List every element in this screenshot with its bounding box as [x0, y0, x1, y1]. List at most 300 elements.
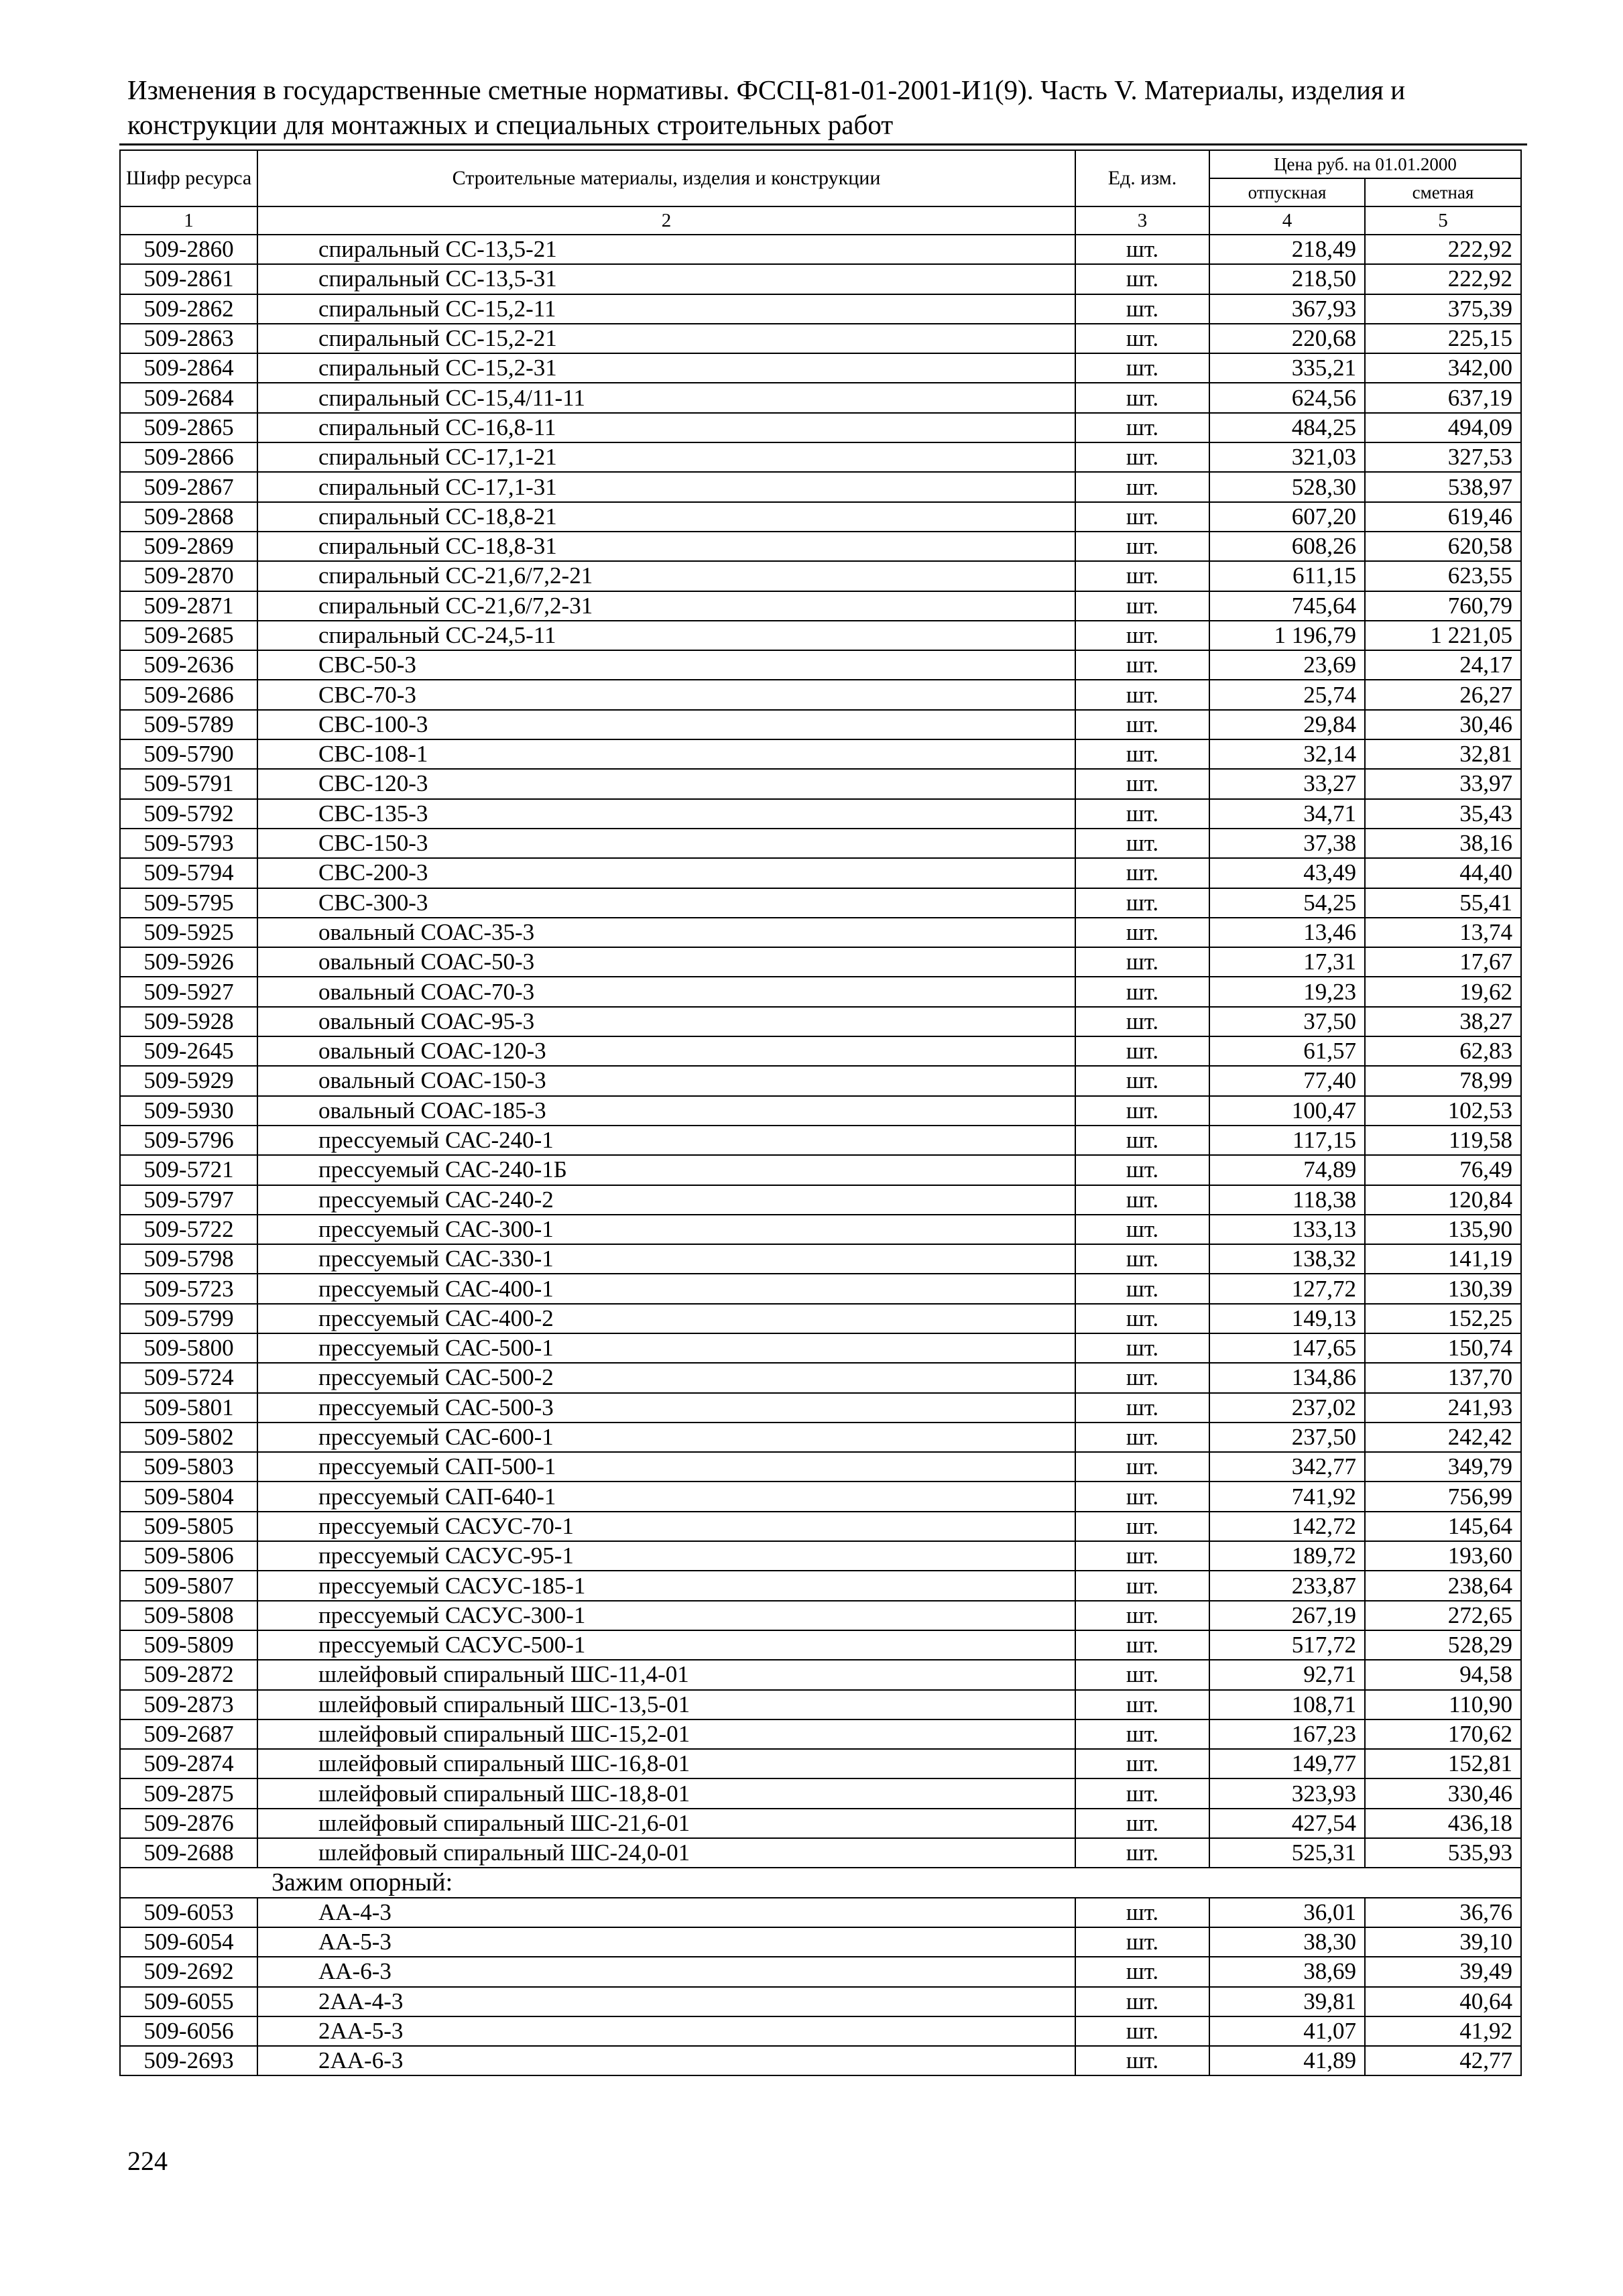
release-price: 611,15 [1209, 561, 1365, 591]
release-price: 517,72 [1209, 1630, 1365, 1660]
resource-code: 509-6056 [120, 2016, 257, 2046]
release-price: 149,77 [1209, 1749, 1365, 1778]
unit-cell: шт. [1075, 235, 1209, 264]
material-name: прессуемый САС-400-2 [257, 1304, 1075, 1333]
material-name: СВС-50-3 [257, 650, 1075, 680]
release-price: 237,02 [1209, 1393, 1365, 1423]
header-price-group: Цена руб. на 01.01.2000 [1209, 150, 1521, 178]
material-name: прессуемый САС-500-2 [257, 1363, 1075, 1392]
estimate-price: 756,99 [1365, 1482, 1521, 1511]
resource-code: 509-5929 [120, 1066, 257, 1095]
table-row [120, 1126, 1521, 1155]
table-row [120, 1987, 1521, 2016]
material-name: 2АА-5-3 [257, 2016, 1075, 2046]
unit-cell: шт. [1075, 1215, 1209, 1244]
release-price: 233,87 [1209, 1571, 1365, 1600]
estimate-price: 30,46 [1365, 710, 1521, 739]
estimate-price: 33,97 [1365, 769, 1521, 798]
estimate-price: 119,58 [1365, 1126, 1521, 1155]
column-number: 2 [257, 206, 1075, 235]
material-name: СВС-200-3 [257, 858, 1075, 888]
header-estimate-price: сметная [1365, 178, 1521, 206]
release-price: 167,23 [1209, 1719, 1365, 1749]
release-price: 147,65 [1209, 1333, 1365, 1363]
table-row [120, 1363, 1521, 1392]
table-row [120, 1927, 1521, 1957]
estimate-price: 327,53 [1365, 442, 1521, 472]
unit-cell: шт. [1075, 1333, 1209, 1363]
resource-code: 509-5794 [120, 858, 257, 888]
resource-code: 509-2684 [120, 383, 257, 412]
material-name: СВС-120-3 [257, 769, 1075, 798]
release-price: 335,21 [1209, 353, 1365, 383]
estimate-price: 152,25 [1365, 1304, 1521, 1333]
unit-cell: шт. [1075, 977, 1209, 1006]
material-name: шлейфовый спиральный ШС-21,6-01 [257, 1809, 1075, 1838]
estimate-price: 39,49 [1365, 1957, 1521, 1986]
estimate-price: 623,55 [1365, 561, 1521, 591]
unit-cell: шт. [1075, 264, 1209, 294]
price-table [119, 149, 1522, 2076]
material-name: спиральный СС-21,6/7,2-21 [257, 561, 1075, 591]
unit-cell: шт. [1075, 858, 1209, 888]
estimate-price: 42,77 [1365, 2046, 1521, 2075]
release-price: 17,31 [1209, 947, 1365, 977]
unit-cell: шт. [1075, 1423, 1209, 1452]
material-name: спиральный СС-17,1-21 [257, 442, 1075, 472]
estimate-price: 40,64 [1365, 1987, 1521, 2016]
resource-code: 509-5928 [120, 1007, 257, 1036]
estimate-price: 135,90 [1365, 1215, 1521, 1244]
estimate-price: 760,79 [1365, 591, 1521, 621]
material-name: прессуемый САП-640-1 [257, 1482, 1075, 1511]
unit-cell: шт. [1075, 591, 1209, 621]
estimate-price: 102,53 [1365, 1096, 1521, 1126]
table-row [120, 1155, 1521, 1185]
material-name: прессуемый САСУС-70-1 [257, 1512, 1075, 1541]
unit-cell: шт. [1075, 502, 1209, 532]
unit-cell: шт. [1075, 1601, 1209, 1630]
resource-code: 509-5796 [120, 1126, 257, 1155]
material-name: спиральный СС-17,1-31 [257, 472, 1075, 501]
page-title: Изменения в государственные сметные нормативы. ФССЦ-81-01-2001-И1(9). Часть V. Материалы, изделия и конструкции для монтажных и специальных строительных работ [127, 74, 1406, 140]
table-row [120, 799, 1521, 829]
material-name: прессуемый САСУС-95-1 [257, 1541, 1075, 1571]
table-row [120, 591, 1521, 621]
estimate-price: 130,39 [1365, 1274, 1521, 1303]
resource-code: 509-2863 [120, 324, 257, 353]
resource-code: 509-5793 [120, 829, 257, 858]
unit-cell: шт. [1075, 1036, 1209, 1066]
table-row [120, 1838, 1521, 1868]
unit-cell: шт. [1075, 1778, 1209, 1808]
resource-code: 509-5807 [120, 1571, 257, 1600]
release-price: 77,40 [1209, 1066, 1365, 1095]
resource-code: 509-2688 [120, 1838, 257, 1868]
resource-code: 509-2867 [120, 472, 257, 501]
table-row [120, 680, 1521, 709]
table-row [120, 235, 1521, 264]
resource-code: 509-6053 [120, 1898, 257, 1927]
table-row [120, 1274, 1521, 1303]
table-row [120, 977, 1521, 1006]
unit-cell: шт. [1075, 1393, 1209, 1423]
table-row [120, 888, 1521, 918]
unit-cell: шт. [1075, 1363, 1209, 1392]
unit-cell: шт. [1075, 769, 1209, 798]
release-price: 29,84 [1209, 710, 1365, 739]
resource-code: 509-5809 [120, 1630, 257, 1660]
release-price: 624,56 [1209, 383, 1365, 412]
estimate-price: 436,18 [1365, 1809, 1521, 1838]
resource-code: 509-2873 [120, 1690, 257, 1719]
release-price: 92,71 [1209, 1660, 1365, 1689]
release-price: 607,20 [1209, 502, 1365, 532]
material-name: прессуемый САС-600-1 [257, 1423, 1075, 1452]
table-row [120, 561, 1521, 591]
estimate-price: 170,62 [1365, 1719, 1521, 1749]
release-price: 321,03 [1209, 442, 1365, 472]
material-name: овальный СОАС-150-3 [257, 1066, 1075, 1095]
material-name: 2АА-6-3 [257, 2046, 1075, 2075]
table-row [120, 1333, 1521, 1363]
table-row [120, 1482, 1521, 1511]
estimate-price: 330,46 [1365, 1778, 1521, 1808]
table-row [120, 1660, 1521, 1689]
release-price: 218,49 [1209, 235, 1365, 264]
table-row [120, 472, 1521, 501]
unit-cell: шт. [1075, 2046, 1209, 2075]
unit-cell: шт. [1075, 947, 1209, 977]
table-row [120, 739, 1521, 769]
unit-cell: шт. [1075, 532, 1209, 561]
release-price: 149,13 [1209, 1304, 1365, 1333]
release-price: 38,69 [1209, 1957, 1365, 1986]
estimate-price: 35,43 [1365, 799, 1521, 829]
material-name: спиральный СС-15,2-31 [257, 353, 1075, 383]
resource-code: 509-5925 [120, 918, 257, 947]
unit-cell: шт. [1075, 2016, 1209, 2046]
release-price: 39,81 [1209, 1987, 1365, 2016]
material-name: прессуемый САСУС-185-1 [257, 1571, 1075, 1600]
unit-cell: шт. [1075, 1066, 1209, 1095]
table-row [120, 1571, 1521, 1600]
section-header-row [120, 1868, 1521, 1897]
estimate-price: 32,81 [1365, 739, 1521, 769]
unit-cell: шт. [1075, 1185, 1209, 1215]
unit-cell: шт. [1075, 1155, 1209, 1185]
material-name: 2АА-4-3 [257, 1987, 1075, 2016]
table-row [120, 1304, 1521, 1333]
resource-code: 509-2636 [120, 650, 257, 680]
material-name: СВС-108-1 [257, 739, 1075, 769]
table-row [120, 1630, 1521, 1660]
resource-code: 509-2686 [120, 680, 257, 709]
material-name: шлейфовый спиральный ШС-18,8-01 [257, 1778, 1075, 1808]
unit-cell: шт. [1075, 888, 1209, 918]
release-price: 32,14 [1209, 739, 1365, 769]
estimate-price: 24,17 [1365, 650, 1521, 680]
table-row [120, 1749, 1521, 1778]
material-name: шлейфовый спиральный ШС-24,0-01 [257, 1838, 1075, 1868]
table-row [120, 324, 1521, 353]
estimate-price: 78,99 [1365, 1066, 1521, 1095]
estimate-price: 193,60 [1365, 1541, 1521, 1571]
material-name: СВС-135-3 [257, 799, 1075, 829]
estimate-price: 349,79 [1365, 1452, 1521, 1482]
table-row [120, 858, 1521, 888]
release-price: 608,26 [1209, 532, 1365, 561]
unit-cell: шт. [1075, 1809, 1209, 1838]
table-row [120, 1066, 1521, 1095]
unit-cell: шт. [1075, 1927, 1209, 1957]
unit-cell: шт. [1075, 1719, 1209, 1749]
release-price: 13,46 [1209, 918, 1365, 947]
table-row [120, 264, 1521, 294]
unit-cell: шт. [1075, 1274, 1209, 1303]
release-price: 267,19 [1209, 1601, 1365, 1630]
release-price: 133,13 [1209, 1215, 1365, 1244]
unit-cell: шт. [1075, 1096, 1209, 1126]
unit-cell: шт. [1075, 1541, 1209, 1571]
estimate-price: 222,92 [1365, 264, 1521, 294]
release-price: 41,89 [1209, 2046, 1365, 2075]
estimate-price: 272,65 [1365, 1601, 1521, 1630]
resource-code: 509-5804 [120, 1482, 257, 1511]
unit-cell: шт. [1075, 1482, 1209, 1511]
column-number: 1 [120, 206, 257, 235]
estimate-price: 241,93 [1365, 1393, 1521, 1423]
resource-code: 509-2862 [120, 294, 257, 324]
material-name: шлейфовый спиральный ШС-11,4-01 [257, 1660, 1075, 1689]
material-name: прессуемый САС-400-1 [257, 1274, 1075, 1303]
table-row [120, 650, 1521, 680]
unit-cell: шт. [1075, 1957, 1209, 1986]
estimate-price: 62,83 [1365, 1036, 1521, 1066]
release-price: 25,74 [1209, 680, 1365, 709]
table-row [120, 1423, 1521, 1452]
table-row [120, 1007, 1521, 1036]
material-name: прессуемый САС-330-1 [257, 1244, 1075, 1274]
table-row [120, 532, 1521, 561]
estimate-price: 19,62 [1365, 977, 1521, 1006]
unit-cell: шт. [1075, 829, 1209, 858]
table-row [120, 710, 1521, 739]
material-name: спиральный СС-18,8-31 [257, 532, 1075, 561]
release-price: 741,92 [1209, 1482, 1365, 1511]
release-price: 127,72 [1209, 1274, 1365, 1303]
release-price: 745,64 [1209, 591, 1365, 621]
header-release-price: отпускная [1209, 178, 1365, 206]
material-name: спиральный СС-13,5-21 [257, 235, 1075, 264]
unit-cell: шт. [1075, 1749, 1209, 1778]
resource-code: 509-2872 [120, 1660, 257, 1689]
unit-cell: шт. [1075, 1452, 1209, 1482]
material-name: овальный СОАС-185-3 [257, 1096, 1075, 1126]
unit-cell: шт. [1075, 918, 1209, 947]
section-body [120, 1868, 1521, 2075]
material-name: овальный СОАС-35-3 [257, 918, 1075, 947]
resource-code: 509-5802 [120, 1423, 257, 1452]
resource-code: 509-5803 [120, 1452, 257, 1482]
table-row [120, 1096, 1521, 1126]
resource-code: 509-2864 [120, 353, 257, 383]
estimate-price: 38,16 [1365, 829, 1521, 858]
release-price: 38,30 [1209, 1927, 1365, 1957]
resource-code: 509-2687 [120, 1719, 257, 1749]
unit-cell: шт. [1075, 1838, 1209, 1868]
unit-cell: шт. [1075, 1987, 1209, 2016]
unit-cell: шт. [1075, 324, 1209, 353]
table-row [120, 1244, 1521, 1274]
release-price: 237,50 [1209, 1423, 1365, 1452]
resource-code: 509-2875 [120, 1778, 257, 1808]
release-price: 189,72 [1209, 1541, 1365, 1571]
material-name: прессуемый САС-240-1 [257, 1126, 1075, 1155]
resource-code: 509-2693 [120, 2046, 257, 2075]
estimate-price: 238,64 [1365, 1571, 1521, 1600]
resource-code: 509-5792 [120, 799, 257, 829]
table-row [120, 1898, 1521, 1927]
resource-code: 509-5722 [120, 1215, 257, 1244]
estimate-price: 225,15 [1365, 324, 1521, 353]
estimate-price: 637,19 [1365, 383, 1521, 412]
material-name: АА-5-3 [257, 1927, 1075, 1957]
material-name: СВС-300-3 [257, 888, 1075, 918]
table-row [120, 442, 1521, 472]
resource-code: 509-5724 [120, 1363, 257, 1392]
release-price: 134,86 [1209, 1363, 1365, 1392]
estimate-price: 1 221,05 [1365, 621, 1521, 650]
resource-code: 509-5723 [120, 1274, 257, 1303]
table-row [120, 1215, 1521, 1244]
estimate-price: 375,39 [1365, 294, 1521, 324]
estimate-price: 38,27 [1365, 1007, 1521, 1036]
title-divider [119, 143, 1527, 145]
estimate-price: 110,90 [1365, 1690, 1521, 1719]
table-row [120, 294, 1521, 324]
resource-code: 509-5789 [120, 710, 257, 739]
material-name: шлейфовый спиральный ШС-15,2-01 [257, 1719, 1075, 1749]
unit-cell: шт. [1075, 353, 1209, 383]
release-price: 74,89 [1209, 1155, 1365, 1185]
release-price: 23,69 [1209, 650, 1365, 680]
unit-cell: шт. [1075, 1898, 1209, 1927]
estimate-price: 13,74 [1365, 918, 1521, 947]
estimate-price: 141,19 [1365, 1244, 1521, 1274]
resource-code: 509-2861 [120, 264, 257, 294]
table-row [120, 1809, 1521, 1838]
estimate-price: 55,41 [1365, 888, 1521, 918]
resource-code: 509-5926 [120, 947, 257, 977]
estimate-price: 36,76 [1365, 1898, 1521, 1927]
header-unit: Ед. изм. [1075, 150, 1209, 206]
estimate-price: 152,81 [1365, 1749, 1521, 1778]
release-price: 61,57 [1209, 1036, 1365, 1066]
estimate-price: 94,58 [1365, 1660, 1521, 1689]
table-row [120, 1778, 1521, 1808]
material-name: овальный СОАС-50-3 [257, 947, 1075, 977]
material-name: АА-6-3 [257, 1957, 1075, 1986]
unit-cell: шт. [1075, 650, 1209, 680]
estimate-price: 619,46 [1365, 502, 1521, 532]
estimate-price: 222,92 [1365, 235, 1521, 264]
resource-code: 509-5721 [120, 1155, 257, 1185]
release-price: 117,15 [1209, 1126, 1365, 1155]
estimate-price: 39,10 [1365, 1927, 1521, 1957]
release-price: 142,72 [1209, 1512, 1365, 1541]
material-name: спиральный СС-13,5-31 [257, 264, 1075, 294]
estimate-price: 528,29 [1365, 1630, 1521, 1660]
unit-cell: шт. [1075, 621, 1209, 650]
material-name: шлейфовый спиральный ШС-16,8-01 [257, 1749, 1075, 1778]
estimate-price: 17,67 [1365, 947, 1521, 977]
unit-cell: шт. [1075, 472, 1209, 501]
table-body [120, 235, 1521, 1868]
resource-code: 509-5800 [120, 1333, 257, 1363]
material-name: прессуемый САС-240-1Б [257, 1155, 1075, 1185]
table-row [120, 1601, 1521, 1630]
material-name: спиральный СС-15,4/11-11 [257, 383, 1075, 412]
resource-code: 509-5801 [120, 1393, 257, 1423]
table-row [120, 829, 1521, 858]
table-row [120, 1185, 1521, 1215]
material-name: спиральный СС-16,8-11 [257, 413, 1075, 442]
material-name: овальный СОАС-95-3 [257, 1007, 1075, 1036]
resource-code: 509-5795 [120, 888, 257, 918]
unit-cell: шт. [1075, 413, 1209, 442]
table-row [120, 502, 1521, 532]
unit-cell: шт. [1075, 1571, 1209, 1600]
release-price: 525,31 [1209, 1838, 1365, 1868]
resource-code: 509-5791 [120, 769, 257, 798]
material-name: прессуемый САСУС-300-1 [257, 1601, 1075, 1630]
table-row [120, 1512, 1521, 1541]
release-price: 218,50 [1209, 264, 1365, 294]
release-price: 33,27 [1209, 769, 1365, 798]
material-name: прессуемый САП-500-1 [257, 1452, 1075, 1482]
material-name: СВС-70-3 [257, 680, 1075, 709]
unit-cell: шт. [1075, 561, 1209, 591]
material-name: АА-4-3 [257, 1898, 1075, 1927]
resource-code: 509-5799 [120, 1304, 257, 1333]
estimate-price: 44,40 [1365, 858, 1521, 888]
material-name: спиральный СС-24,5-11 [257, 621, 1075, 650]
release-price: 37,38 [1209, 829, 1365, 858]
resource-code: 509-2860 [120, 235, 257, 264]
estimate-price: 494,09 [1365, 413, 1521, 442]
resource-code: 509-2692 [120, 1957, 257, 1986]
resource-code: 509-5927 [120, 977, 257, 1006]
material-name: спиральный СС-15,2-11 [257, 294, 1075, 324]
unit-cell: шт. [1075, 680, 1209, 709]
unit-cell: шт. [1075, 294, 1209, 324]
table-row [120, 1719, 1521, 1749]
material-name: спиральный СС-15,2-21 [257, 324, 1075, 353]
section-title: Зажим опорный: [120, 1868, 1521, 1897]
estimate-price: 342,00 [1365, 353, 1521, 383]
estimate-price: 137,70 [1365, 1363, 1521, 1392]
table-row [120, 353, 1521, 383]
resource-code: 509-6055 [120, 1987, 257, 2016]
release-price: 342,77 [1209, 1452, 1365, 1482]
resource-code: 509-5805 [120, 1512, 257, 1541]
estimate-price: 145,64 [1365, 1512, 1521, 1541]
table-row [120, 383, 1521, 412]
page-number: 224 [127, 2146, 168, 2176]
estimate-price: 538,97 [1365, 472, 1521, 501]
unit-cell: шт. [1075, 1660, 1209, 1689]
